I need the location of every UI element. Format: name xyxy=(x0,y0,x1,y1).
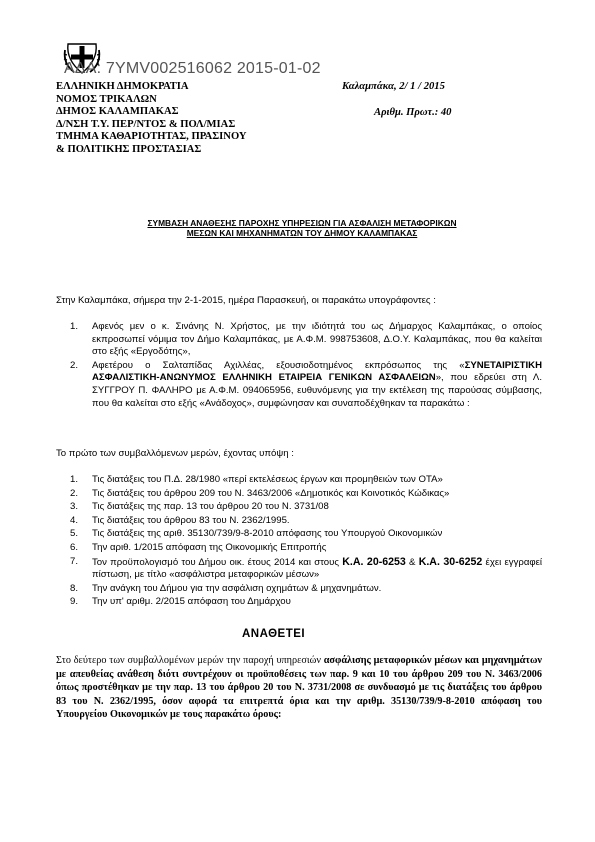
header-line: ΔΗΜΟΣ ΚΑΛΑΜΠΑΚΑΣ xyxy=(56,106,179,118)
intro-paragraph: Στην Καλαμπάκα, σήμερα την 2-1-2015, ημέρα Παρασκευή, οι παρακάτω υπογράφοντες : xyxy=(56,295,436,306)
document-date: Καλαμπάκα, 2/ 1 / 2015 xyxy=(342,81,445,92)
consideration-text: Τον προϋπολογισμό του Δήμου οικ. έτους 2014 και στους xyxy=(92,556,343,568)
list-number: 1. xyxy=(70,321,79,332)
parties-list xyxy=(70,321,542,411)
consideration-text: έχει εγγραφεί πίστωση, με τίτλο «ασφάλιστρα μεταφορικών μέσων» xyxy=(92,556,543,581)
list-item xyxy=(70,321,542,359)
list-number: 9. xyxy=(70,596,79,608)
header-line: ΕΛΛΗΝΙΚΗ ΔΗΜΟΚΡΑΤΙΑ xyxy=(56,81,189,92)
consideration-text: Τις διατάξεις του άρθρου 83 του Ν. 2362/1995. xyxy=(92,514,290,526)
list-item xyxy=(70,474,542,487)
considerations-list xyxy=(70,474,542,610)
considering-line: Το πρώτο των συμβαλλόμενων μερών, έχοντας υπόψη : xyxy=(56,448,294,459)
consideration-text: Τις διατάξεις του Π.Δ. 28/1980 «περί εκτελέσεως έργων και προμηθειών των ΟΤΑ» xyxy=(92,474,443,485)
ada-watermark: ΑΔΑ: 7ΥΜV002516062 2015-01-02 xyxy=(64,60,321,77)
list-item xyxy=(70,488,542,501)
header-line: ΝΟΜΟΣ ΤΡΙΚΑΛΩΝ xyxy=(56,93,157,105)
assignment-paragraph xyxy=(56,654,542,722)
consideration-text: Την υπ' αριθμ. 2/2015 απόφαση του Δημάρχου xyxy=(92,596,291,608)
assignment-text: Στο δεύτερο των συμβαλλομένων μερών την παροχή υπηρεσιών xyxy=(56,655,324,666)
list-item xyxy=(70,528,542,541)
party-1-text: Αφενός μεν ο κ. Σινάνης Ν. Χρήστος, με την ιδιότητά του ως Δήμαρχος Καλαμπάκας, ο οποίος εκπροσωπεί νόμιμα τον Δήμο Καλαμπάκας, με Α.Φ.Μ. 998753608, Δ.Ο.Υ. Καλαμπάκας, που θα καλείται στο εξής «Εργοδότης», xyxy=(92,321,542,358)
list-number: 6. xyxy=(70,541,79,553)
header-line: ΤΜΗΜΑ ΚΑΘΑΡΙΟΤΗΤΑΣ, ΠΡΑΣΙΝΟΥ xyxy=(56,131,247,143)
list-item xyxy=(70,556,542,582)
list-number: 2. xyxy=(70,359,79,371)
list-item xyxy=(70,596,542,609)
list-number: 2. xyxy=(70,487,79,499)
budget-code-2: Κ.Α. 30-6252 xyxy=(418,555,483,568)
header-line: & ΠΟΛΙΤΙΚΗΣ ΠΡΟΣΤΑΣΙΑΣ xyxy=(56,143,202,155)
consideration-text: Τις διατάξεις της παρ. 13 του άρθρου 20 του Ν. 3731/08 xyxy=(92,501,329,513)
header-line: Δ/ΝΣΗ Τ.Υ. ΠΕΡ/ΝΤΟΣ & ΠΟΛ/ΜΙΑΣ xyxy=(56,118,236,130)
contract-title: ΣΥΜΒΑΣΗ ΑΝΑΘΕΣΗΣ ΠΑΡΟΧΗΣ ΥΠΗΡΕΣΙΩΝ ΓΙΑ ΑΣΦΑΛΙΣΗ ΜΕΤΑΦΟΡΙΚΩΝ ΜΕΣΩΝ ΚΑΙ ΜΗΧΑΝΗΜΑΤΩΝ ΤΟΥ ΔΗΜΟΥ ΚΑΛΑΜΠΑΚΑΣ xyxy=(147,218,457,239)
ampersand: & xyxy=(405,556,419,568)
consideration-text: Την αριθ. 1/2015 απόφαση της Οικονομικής Επιτροπής xyxy=(92,541,327,553)
budget-code-1: Κ.Α. 20-6253 xyxy=(342,555,406,568)
list-item xyxy=(70,583,542,596)
consideration-text: Την ανάγκη του Δήμου για την ασφάλιση οχημάτων & μηχανημάτων. xyxy=(92,582,382,594)
list-item xyxy=(70,360,542,410)
list-number: 3. xyxy=(70,501,79,513)
list-number: 4. xyxy=(70,514,79,526)
list-item xyxy=(70,542,542,555)
party-2-text-b: », που εδρεύει στη Λ. ΣΥΓΓΡΟΥ Π. ΦΑΛΗΡΟ με Α.Φ.Μ. 094065956, ευθυνόμενης για την εκτέλεση της παρούσας σύμβασης, που θα καλείται στο εξής «Ανάδοχος», συμφώνησαν και συναποδέχθηκαν τα παρακάτω : xyxy=(92,372,542,409)
list-number: 1. xyxy=(70,474,79,485)
list-item xyxy=(70,515,542,528)
list-item xyxy=(70,501,542,514)
party-2-text-a: Αφετέρου ο Σαλταπίδας Αχιλλέας, εξουσιοδοτημένος εκπρόσωπος της « xyxy=(92,359,465,371)
assignment-bold-text: ασφάλισης μεταφορικών μέσων και μηχανημάτων με απευθείας ανάθεση διότι συντρέχουν οι προϋποθέσεις των παρ. 9 και 10 του άρθρου 209 του Ν. 3463/2006 όπως προστέθηκαν με την παρ. 13 του άρθρου 20 του Ν. 3731/2008 σε συνδυασμό με τις διατάξεις του άρθρου 83 του Ν. 2362/1995, όσον αφορά τα επιτρεπτά όρια και την αριθμ. 35130/739/9-8-2010 απόφαση του Υπουργείου Οικονομικών με τους παρακάτω όρους: xyxy=(56,655,542,721)
protocol-number: Αριθμ. Πρωτ.: 40 xyxy=(374,107,452,118)
consideration-text: Τις διατάξεις του άρθρου 209 του Ν. 3463/2006 «Δημοτικός και Κοινοτικός Κώδικας» xyxy=(92,487,450,499)
insurer-company-name: ΣΥΝΕΤΑΙΡΙΣΤΙΚΗ ΑΣΦΑΛΙΣΤΙΚΗ-ΑΝΩΝΥΜΟΣ ΕΛΛΗΝΙΚΗ ΕΤΑΙΡΕΙΑ ΓΕΝΙΚΩΝ ΑΣΦΑΛΕΙΩΝ xyxy=(92,359,542,384)
list-number: 7. xyxy=(70,555,79,567)
assigns-heading: ΑΝΑΘΕΤΕΙ xyxy=(242,628,306,640)
list-number: 8. xyxy=(70,582,79,594)
list-number: 5. xyxy=(70,528,79,540)
consideration-text: Τις διατάξεις της αριθ. 35130/739/9-8-2010 απόφασης του Υπουργού Οικονομικών xyxy=(92,528,443,540)
issuing-authority-block xyxy=(56,81,247,157)
